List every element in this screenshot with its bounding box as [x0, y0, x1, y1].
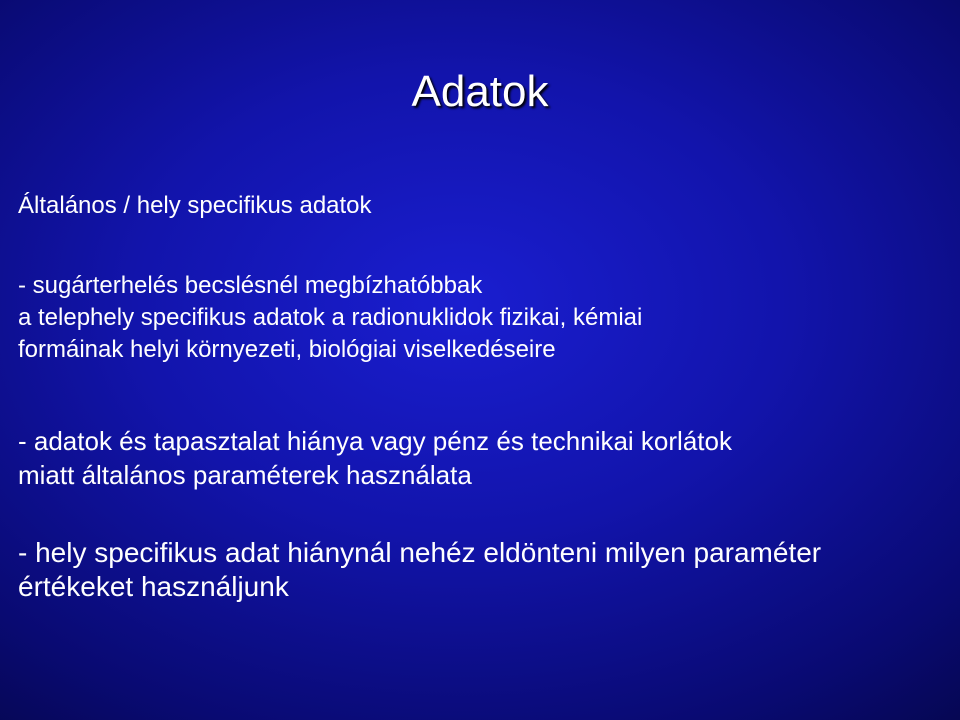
content-block-2 — [18, 424, 948, 492]
slide-heading — [18, 190, 948, 222]
block-3-line-2: értékeket használjunk — [18, 571, 289, 602]
slide-title: Adatok — [411, 67, 549, 116]
heading-line: Általános / hely specifikus adatok — [18, 192, 372, 219]
block-1-line-2: a telephely specifikus adatok a radionuklidok fizikai, kémiai — [18, 304, 643, 331]
content-block-3 — [18, 536, 948, 604]
block-1-line-3: formáinak helyi környezeti, biológiai viselkedéseire — [18, 336, 556, 363]
content-block-1 — [18, 270, 948, 366]
block-2-line-2: miatt általános paraméterek használata — [18, 460, 472, 490]
block-2-line-1: - adatok és tapasztalat hiánya vagy pénz és technikai korlátok — [18, 426, 732, 456]
block-1-line-1: - sugárterhelés becslésnél megbízhatóbbak — [18, 272, 483, 299]
block-3-line-1: - hely specifikus adat hiánynál nehéz eldönteni milyen paraméter — [18, 537, 822, 568]
